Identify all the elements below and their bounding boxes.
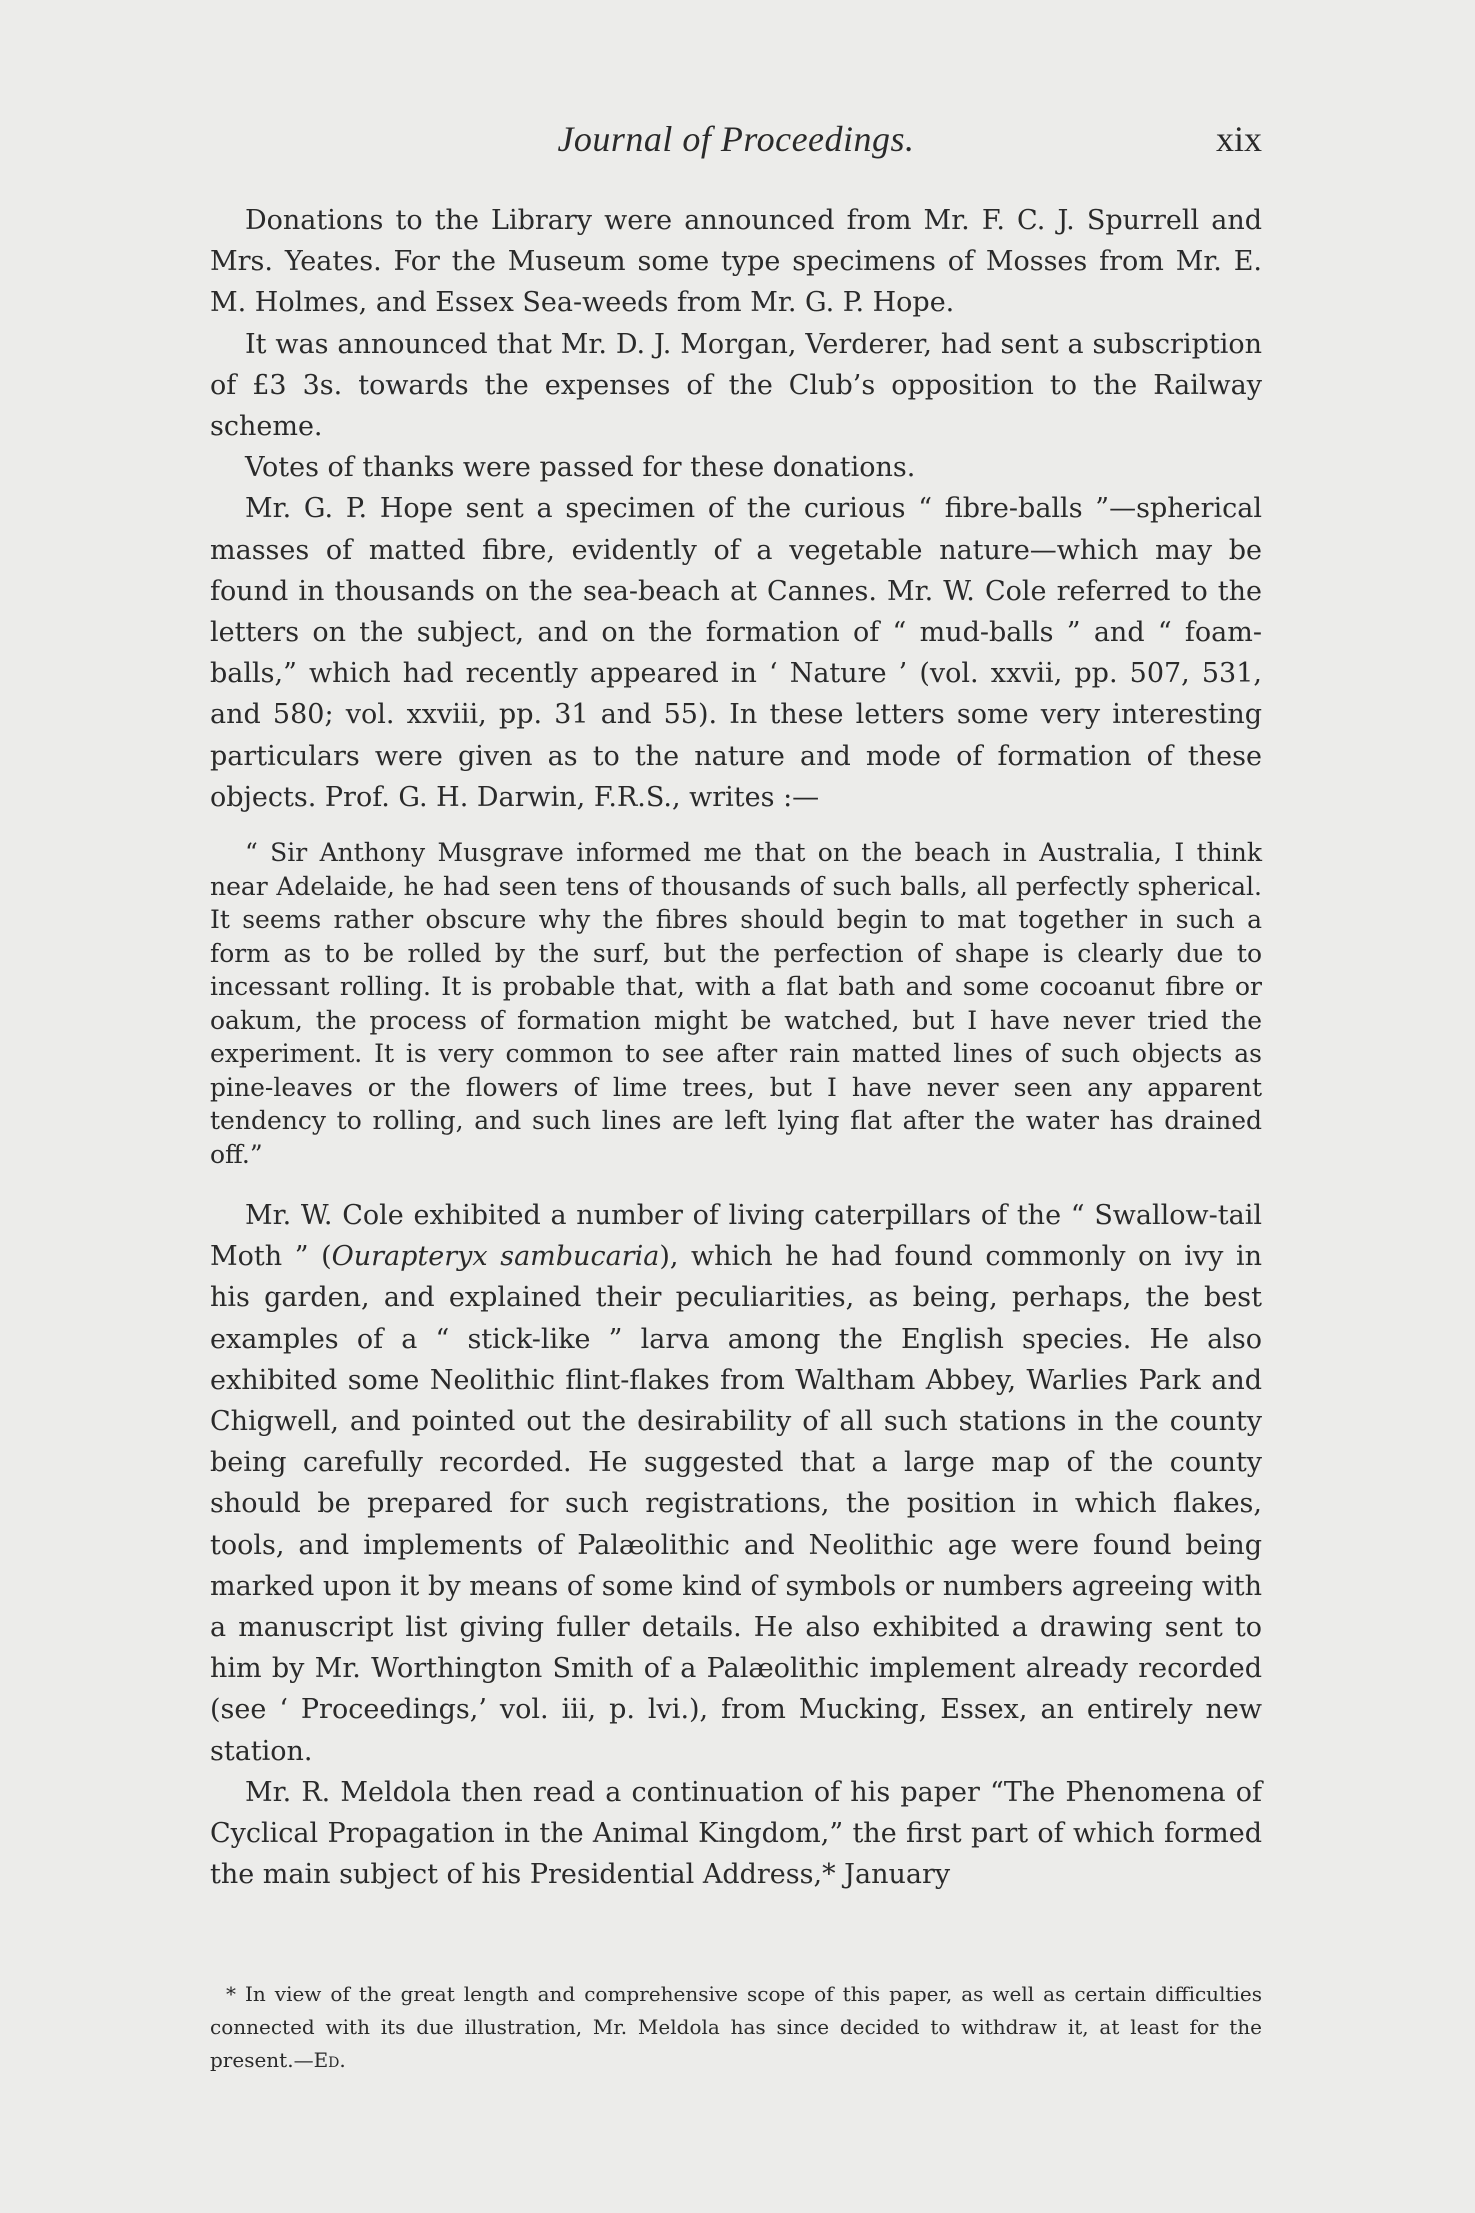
running-header [210,118,1262,164]
body-text [210,200,1262,1896]
page-number: xix [1215,119,1262,159]
footnote-body: * In view of the great length and comprehensive scope of this paper, as well as certain difficulties connected with its due illustration, Mr. Meldola has since decided to withdraw it, at least for the present.— [210,1982,1262,2072]
block-quote [210,836,1262,1171]
paragraph-subscription: It was announced that Mr. D. J. Morgan, Verderer, had sent a subscription of £3 3s. towards the expenses of the Club’s opposition to the Railway scheme. [210,328,1262,443]
paragraph-meldola: Mr. R. Meldola then read a continuation of his paper “The Phenomena of Cyclical Propagation in the Animal Kingdom,” the first part of which formed the main subject of his Presidential Address,* January [210,1776,1262,1891]
footnote-signature: Ed. [313,2048,346,2072]
paragraph-donations: Donations to the Library were announced from Mr. F. C. J. Spurrell and Mrs. Yeates. For the Museum some type specimens of Mosses from Mr. E. M. Holmes, and Essex Sea-weeds from Mr. G. P. Hope. [210,205,1262,319]
paragraph-votes-of-thanks: Votes of thanks were passed for these donations. [245,452,916,484]
running-title: Journal of Proceedings. [557,119,915,159]
paragraph-fibre-balls: Mr. G. P. Hope sent a specimen of the curious “ fibre-balls ”—spherical masses of matted fibre, evidently of a vegetable nature—which may be found in thousands on the sea-beach at Cannes. Mr. W. Cole referred to the letters on the subject, and on the formation of “ mud-balls ” and “ foam-balls,” which had recently appeared in ‘ Nature ’ (vol. xxvii, pp. 507, 531, and 580; vol. xxviii, pp. 31 and 55). In these letters some very interesting particulars were given as to the nature and mode of formation of these objects. Prof. G. H. Darwin, F.R.S., writes :— [210,493,1262,813]
caterpillars-text-rest: ), which he had found commonly on ivy in his garden, and explained their peculiarities, as being, perhaps, the best examples of a “ stick-like ” larva among the English species. He also exhibited some Neolithic flint-flakes from Waltham Abbey, Warlies Park and Chigwell, and pointed out the desirability of all such stations in the county being carefully recorded. He suggested that a large map of the county should be prepared for such registrations, the position in which flakes, tools, and implements of Palæolithic and Neolithic age were found being marked upon it by means of some kind of symbols or numbers agreeing with a manuscript list giving fuller details. He also exhibited a drawing sent to him by Mr. Worthington Smith of a Palæolithic implement already recorded (see ‘ Proceedings,’ vol. iii, p. lvi.), from Mucking, Essex, an entirely new station. [210,1241,1262,1767]
species-name: Ourapteryx sambucaria [331,1241,660,1273]
caterpillars-text-start: Mr. W. Cole exhibited a number of living caterpillars of the “ Swallow-tail Moth ” ( [210,1200,1262,1273]
footnote [210,1978,1262,2077]
footnote-text [210,1978,1262,2077]
quote-darwin: “ Sir Anthony Musgrave informed me that on the beach in Australia, I think near Adelaide, he had seen tens of thousands of such balls, all perfectly spherical. It seems rather obscure why the fibres should begin to mat together in such a form as to be rolled by the surf, but the perfection of shape is clearly due to incessant rolling. It is probable that, with a flat bath and some cocoanut fibre or oakum, the process of formation might be watched, but I have never tried the experiment. It is very common to see after rain matted lines of such objects as pine-leaves or the flowers of lime trees, but I have never seen any apparent tendency to rolling, and such lines are left lying flat after the water has drained off.” [210,838,1262,1169]
paragraph-caterpillars [210,1195,1262,1772]
